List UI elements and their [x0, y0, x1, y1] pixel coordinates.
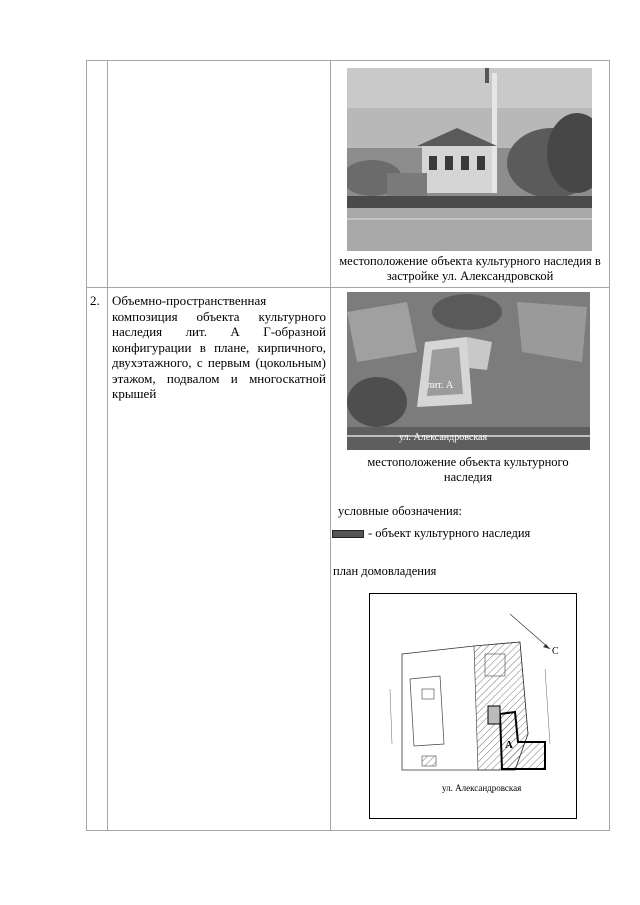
legend-swatch	[332, 530, 364, 538]
table-col-divider-2	[330, 60, 331, 831]
aerial-building-label: лит. А	[427, 380, 454, 391]
building-description: Объемно-пространственная композиция объекта культурного наследия лит. А Г-образной конфигурации в плане, кирпичного, двухэтажного, с первым (цокольным) этажом, подвалом и многоскатной крышей	[112, 293, 326, 401]
table-border-left	[86, 60, 87, 831]
street-photo	[347, 68, 592, 251]
street-photo-image	[347, 68, 592, 251]
plan-north-label: С	[552, 646, 559, 657]
table-border-top	[86, 60, 610, 61]
table-border-bottom	[86, 830, 610, 831]
legend-item-label: - объект культурного наследия	[368, 526, 531, 540]
legend-title: условные обозначения:	[338, 504, 462, 518]
street-photo-caption: местоположение объекта культурного наследия в застройке ул. Александровской	[339, 254, 601, 283]
aerial-photo-image	[347, 292, 590, 450]
aerial-street-label: ул. Александровская	[399, 432, 488, 443]
aerial-photo-caption: местоположение объекта культурного наследия	[367, 455, 569, 484]
table-border-right	[609, 60, 610, 831]
plan-drawing	[369, 593, 577, 819]
table-col-divider-1	[107, 60, 108, 831]
plan-street-label: ул. Александровская	[442, 783, 522, 793]
row-number: 2.	[90, 293, 100, 308]
plan-title: план домовладения	[333, 564, 437, 578]
aerial-photo	[347, 292, 590, 450]
plan-building-label: А	[505, 739, 513, 751]
table-row-divider	[86, 287, 610, 288]
